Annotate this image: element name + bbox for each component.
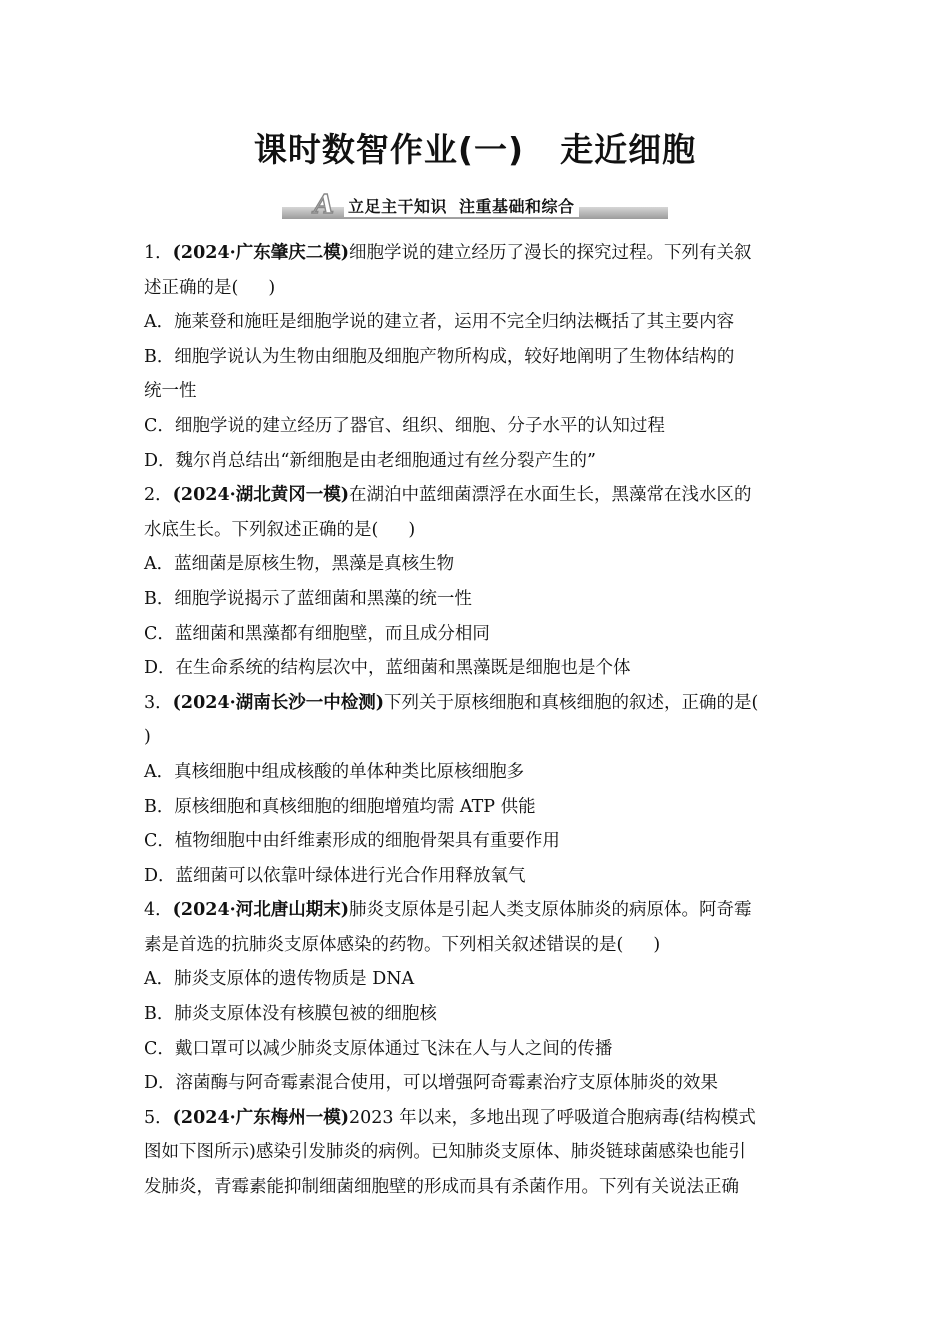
section-label-right: 注重基础和综合	[459, 197, 575, 216]
option-letter: B．	[144, 1004, 175, 1025]
option-d	[144, 1066, 808, 1101]
option-b	[144, 997, 808, 1032]
option-c	[144, 824, 808, 859]
option-letter: D．	[144, 658, 176, 679]
svg-text:A: A	[313, 190, 335, 218]
option-letter: C．	[144, 831, 175, 852]
question-3-stem-line2	[144, 720, 808, 755]
question-number: 5．	[144, 1107, 173, 1128]
option-d	[144, 651, 808, 686]
question-source: (2024·湖南长沙一中检测)	[172, 692, 384, 713]
question-stem: 肺炎支原体是引起人类支原体肺炎的病原体。阿奇霉	[349, 900, 752, 921]
option-b-cont	[144, 374, 808, 409]
option-letter: D．	[144, 450, 176, 471]
option-text: 原核细胞和真核细胞的细胞增殖均需 ATP 供能	[174, 796, 536, 817]
question-stem: 在湖泊中蓝细菌漂浮在水面生长，黑藻常在浅水区的	[349, 485, 752, 506]
option-text: 魏尔肖总结出“新细胞是由老细胞通过有丝分裂产生的”	[175, 450, 596, 471]
question-number: 3．	[144, 692, 173, 713]
option-text: 蓝细菌和黑藻都有细胞壁，而且成分相同	[174, 623, 490, 644]
option-a	[144, 755, 808, 790]
option-text: 蓝细菌可以依靠叶绿体进行光合作用释放氧气	[175, 865, 526, 886]
option-a	[144, 305, 808, 340]
option-text: 肺炎支原体没有核膜包被的细胞核	[174, 1004, 437, 1025]
option-text: 细胞学说的建立经历了器官、组织、细胞、分子水平的认知过程	[174, 415, 665, 436]
option-b	[144, 340, 808, 375]
option-letter: B．	[144, 796, 175, 817]
question-5-stem-line3	[144, 1170, 808, 1205]
option-letter: A．	[144, 554, 175, 575]
question-1-stem-line2	[144, 271, 808, 306]
question-3-stem-line1	[144, 686, 808, 721]
option-c	[144, 617, 808, 652]
option-letter: D．	[144, 1073, 176, 1094]
question-number: 2．	[144, 485, 173, 506]
question-source: (2024·广东梅州一模)	[172, 1107, 349, 1128]
question-4-stem-line2	[144, 928, 808, 963]
option-b	[144, 582, 808, 617]
option-letter: C．	[144, 623, 175, 644]
option-d	[144, 444, 808, 479]
option-text: 溶菌酶与阿奇霉素混合使用，可以增强阿奇霉素治疗支原体肺炎的效果	[175, 1073, 719, 1094]
question-stem: 水底生长。下列叙述正确的是(	[144, 519, 379, 540]
question-source: (2024·河北唐山期末)	[172, 900, 349, 921]
question-stem: 细胞学说的建立经历了漫长的探究过程。下列有关叙	[349, 243, 752, 263]
option-text: 施莱登和施旺是细胞学说的建立者，运用不完全归纳法概括了其主要内容	[174, 312, 735, 333]
option-c	[144, 409, 808, 444]
question-5-stem-line1	[144, 1101, 808, 1136]
question-close: )	[268, 277, 276, 298]
option-text: 戴口罩可以减少肺炎支原体通过飞沫在人与人之间的传播	[174, 1038, 613, 1059]
section-banner	[282, 190, 668, 222]
option-letter: C．	[144, 415, 175, 436]
question-stem: 述正确的是(	[144, 277, 239, 298]
question-number: 4．	[144, 900, 173, 921]
option-letter: A．	[144, 969, 175, 990]
question-number: 1．	[144, 243, 173, 263]
option-letter: D．	[144, 865, 176, 886]
section-label-left: 立足主干知识	[348, 197, 448, 216]
question-stem: 2023 年以来，多地出现了呼吸道合胞病毒(结构模式	[349, 1107, 756, 1128]
question-stem: 发肺炎，青霉素能抑制细菌细胞壁的形成而具有杀菌作用。下列有关说法正确	[144, 1177, 739, 1198]
option-b	[144, 790, 808, 825]
option-text: 肺炎支原体的遗传物质是 DNA	[174, 969, 415, 990]
option-letter: C．	[144, 1038, 175, 1059]
question-5-stem-line2	[144, 1135, 808, 1170]
question-stem: 图如下图所示)感染引发肺炎的病例。已知肺炎支原体、肺炎链球菌感染也能引	[144, 1142, 746, 1163]
question-stem: 下列关于原核细胞和真核细胞的叙述，正确的是(	[384, 692, 759, 713]
option-text: 细胞学说揭示了蓝细菌和黑藻的统一性	[174, 588, 472, 609]
question-source: (2024·湖北黄冈一模)	[172, 485, 349, 506]
section-label	[344, 194, 579, 217]
option-text: 在生命系统的结构层次中，蓝细菌和黑藻既是细胞也是个体	[175, 658, 631, 679]
option-text: 植物细胞中由纤维素形成的细胞骨架具有重要作用	[174, 831, 560, 852]
option-text: 蓝细菌是原核生物，黑藻是真核生物	[174, 554, 455, 575]
question-close: )	[653, 934, 661, 955]
question-list	[144, 236, 808, 1205]
option-text: 细胞学说认为生物由细胞及细胞产物所构成，较好地阐明了生物体结构的	[174, 346, 735, 367]
option-letter: A．	[144, 312, 175, 333]
title-main: 课时数智作业(一)	[253, 130, 525, 169]
question-close: )	[408, 519, 416, 540]
option-a	[144, 547, 808, 582]
title-sub: 走近细胞	[560, 130, 697, 169]
option-d	[144, 859, 808, 894]
question-source: (2024·广东肇庆二模)	[172, 243, 349, 263]
option-a	[144, 962, 808, 997]
option-letter: B．	[144, 346, 175, 367]
section-a-icon	[310, 190, 338, 218]
question-1-stem-line1	[144, 236, 808, 271]
option-text: 统一性	[144, 381, 197, 402]
option-letter: A．	[144, 761, 175, 782]
option-text: 真核细胞中组成核酸的单体种类比原核细胞多	[174, 761, 525, 782]
option-letter: B．	[144, 588, 175, 609]
option-c	[144, 1032, 808, 1067]
question-2-stem-line2	[144, 513, 808, 548]
question-close: )	[144, 727, 151, 748]
question-4-stem-line1	[144, 893, 808, 928]
question-2-stem-line1	[144, 478, 808, 513]
page-title	[0, 124, 950, 171]
question-stem: 素是首选的抗肺炎支原体感染的药物。下列相关叙述错误的是(	[144, 934, 624, 955]
